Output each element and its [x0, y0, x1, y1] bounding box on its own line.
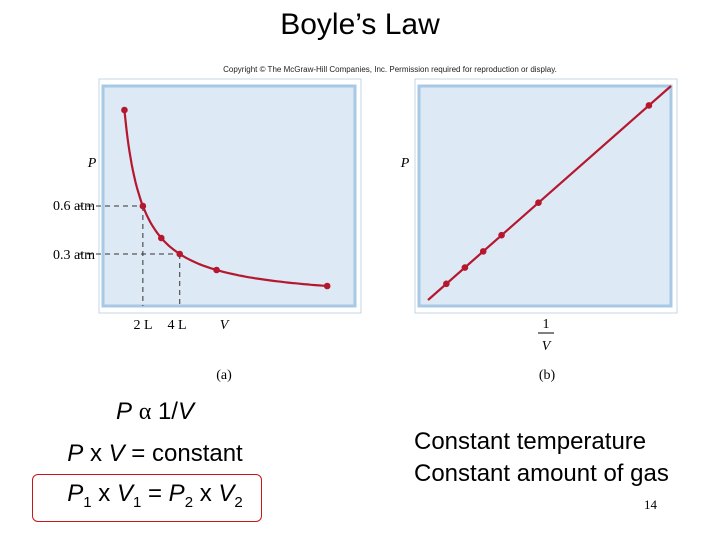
panel-b-point-2: [480, 248, 487, 255]
panel-a-point-0: [121, 107, 128, 114]
panel-a-ylabel: P: [87, 156, 97, 171]
boyles-law-equation: $P_1$ x $V_1 = P_2$ x $V_2$: [67, 480, 243, 511]
panel-b-point-5: [646, 102, 653, 109]
panel-a-point-5: [324, 283, 331, 290]
panel-b-label: (b): [538, 368, 556, 383]
panel-a-ytick-0.6: 0.6 atm: [53, 199, 95, 214]
equation-highlight-box: [32, 474, 262, 522]
panel-a-ytick-0.3: 0.3 atm: [53, 248, 95, 263]
panel-a-xtick-2L: 2 L: [133, 318, 153, 333]
panel-b: [400, 79, 677, 383]
constant-amount-text: Constant amount of gas: [414, 460, 669, 487]
copyright-notice: Copyright © The McGraw-Hill Companies, Inc. Permission required for reproduction or display.: [223, 65, 557, 74]
panel-b-point-1: [462, 264, 469, 271]
panel-b-xlabel-denominator: V: [541, 339, 551, 354]
panel-a: [53, 79, 361, 383]
panel-a-point-4: [213, 267, 220, 274]
panel-a-point-1: [140, 203, 147, 210]
panel-b-point-0: [443, 280, 450, 287]
constant-temperature-text: Constant temperature: [414, 428, 647, 455]
panel-a-xlabel: V: [219, 318, 229, 333]
panel-a-point-2: [158, 235, 165, 242]
proportionality-equation: P α 1/V: [116, 398, 194, 425]
slide-title: Boyle’s Law: [280, 8, 440, 41]
panel-b-point-4: [535, 199, 542, 206]
panel-b-ylabel: P: [400, 156, 410, 171]
page-number: 14: [644, 497, 657, 512]
panel-b-point-3: [498, 232, 505, 239]
panel-a-xtick-4L: 4 L: [167, 318, 187, 333]
panel-b-xlabel-numerator: 1: [542, 317, 550, 332]
panel-a-label: (a): [216, 368, 232, 383]
constant-product-equation: P x V = constant: [67, 440, 243, 467]
panel-a-point-3: [176, 251, 183, 258]
